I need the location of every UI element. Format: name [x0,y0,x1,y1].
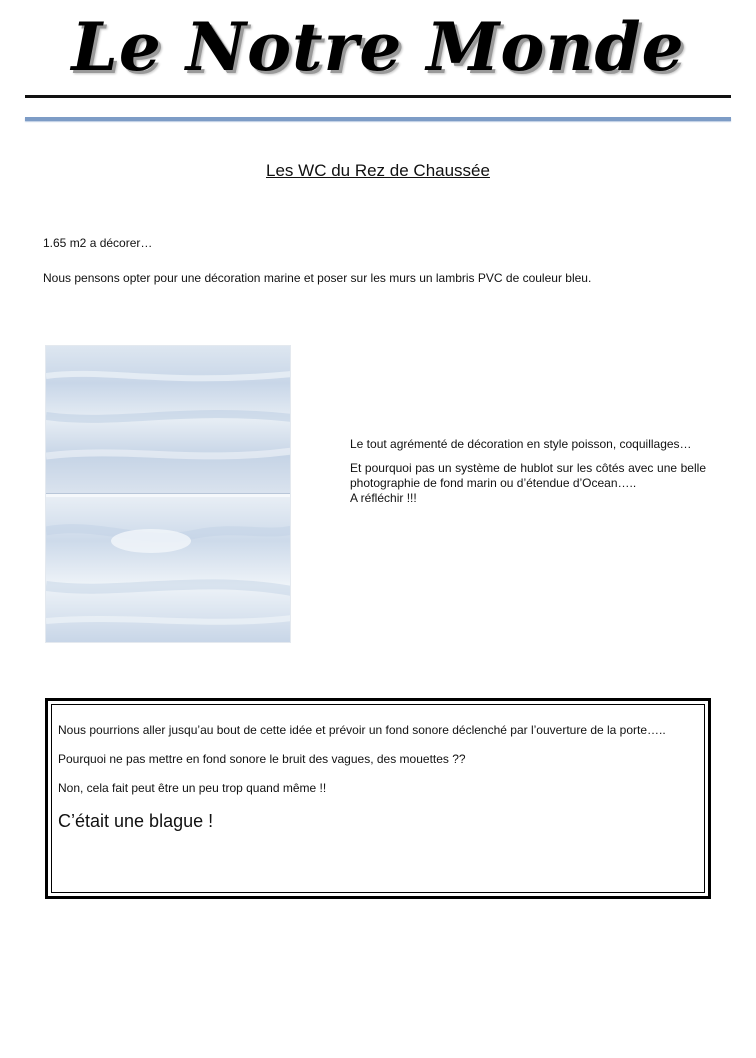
side-paragraph-reflect: A réfléchir !!! [350,491,417,505]
box-paragraph-sound: Nous pourrions aller jusqu’au bout de cette idée et prévoir un fond sonore déclenché par l’ouverture de la porte….. [58,723,666,737]
article-intro-paragraph: Nous pensons opter pour une décoration marine et poser sur les murs un lambris PVC de couleur bleu. [43,271,592,285]
article-headline: Les WC du Rez de Chaussée [266,161,490,180]
sound-idea-box-text [58,723,694,846]
box-paragraph-too-much: Non, cela fait peut être un peu trop quand même !! [58,781,327,795]
sound-idea-box [45,698,711,899]
article-intro-line: 1.65 m2 a décorer… [43,236,153,250]
masthead-rule [25,95,731,98]
masthead-accent-rule [25,117,731,121]
masthead-title: Le Notre Monde [71,8,685,86]
side-paragraph-decoration: Le tout agrémenté de décoration en style poisson, coquillages… [350,437,692,451]
pvc-panel-photo [45,345,291,643]
article-side-text [350,437,706,506]
side-paragraph-hublot: Et pourquoi pas un système de hublot sur les côtés avec une belle photographie de fond marin ou d’étendue d’Ocean….. [350,461,706,490]
box-paragraph-waves: Pourquoi ne pas mettre en fond sonore le bruit des vagues, des mouettes ?? [58,752,466,766]
box-joke-line: C’était une blague ! [58,811,214,831]
